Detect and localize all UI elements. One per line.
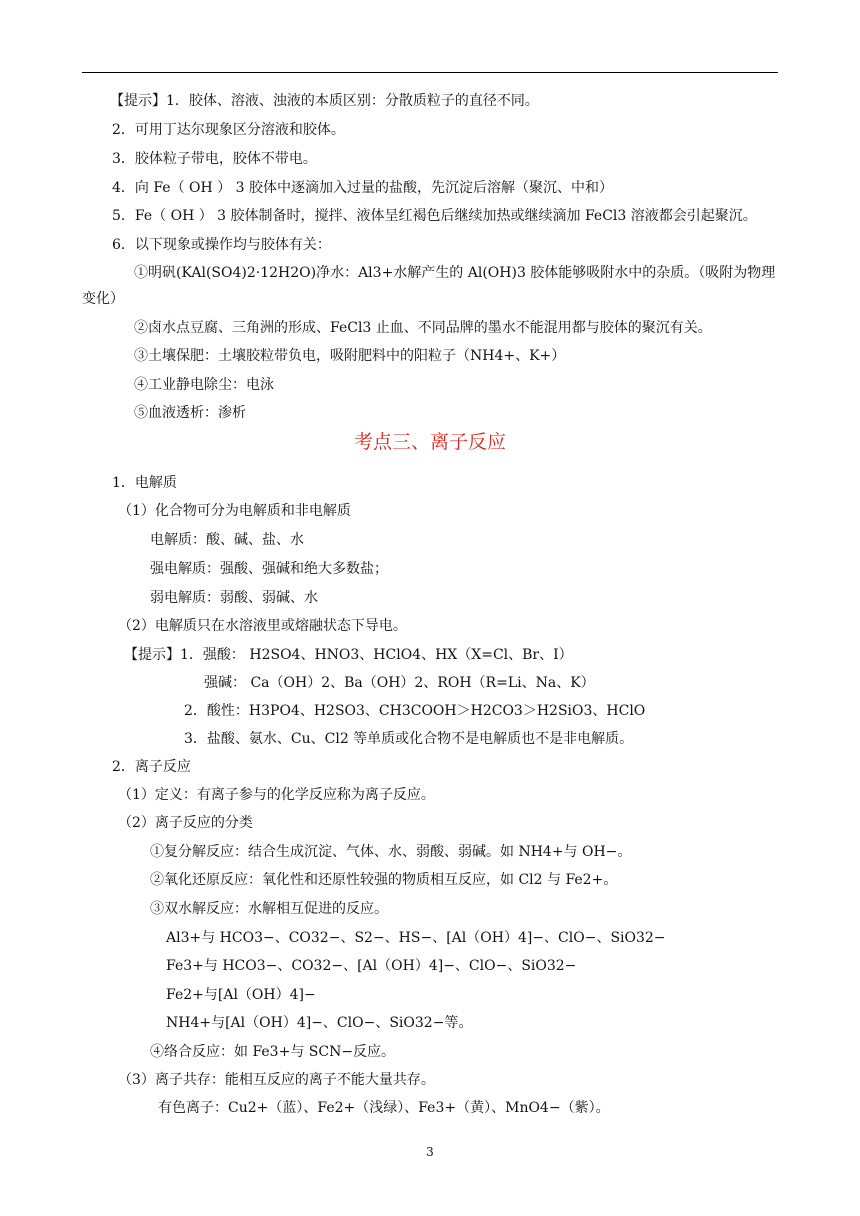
hint-line: 4．向 Fe（ OH ） 3 胶体中逐滴加入过量的盐酸，先沉淀后溶解（聚沉、中和）: [112, 180, 613, 196]
hint-line: 【提示】1．胶体、溶液、浊液的本质区别：分散质粒子的直径不同。: [110, 93, 539, 109]
hint-line: 变化）: [82, 291, 124, 307]
hint-line: 6．以下现象或操作均与胶体有关：: [112, 237, 331, 253]
hint-line: 5．Fe（ OH ） 3 胶体制备时，搅拌、液体呈红褐色后继续加热或继续滴加 FeCl3 溶液都会引起聚沉。: [112, 208, 757, 224]
hint-line: ③土壤保肥：土壤胶粒带负电，吸附肥料中的阳粒子（NH4+、K+）: [134, 348, 566, 364]
text-line: 有色离子：Cu2+（蓝）、Fe2+（浅绿）、Fe3+（黄）、MnO4−（紫）。: [158, 1100, 610, 1116]
text-line: Fe3+与 HCO3−、CO32−、[Al（OH）4]−、ClO−、SiO32−: [166, 958, 577, 974]
text-line: （2）离子反应的分类: [118, 815, 253, 831]
text-line: （1）定义：有离子参与的化学反应称为离子反应。: [118, 787, 435, 803]
hint-line: ②卤水点豆腐、三角洲的形成、FeCl3 止血、不同品牌的墨水不能混用都与胶体的聚沉有关。: [134, 320, 712, 336]
hint-line: ④工业静电除尘：电泳: [134, 377, 274, 393]
text-line: 【提示】1．强酸： H2SO4、HNO3、HClO4、HX（X=Cl、Br、I）: [124, 647, 573, 663]
text-line: 强碱： Ca（OH）2、Ba（OH）2、ROH（R=Li、Na、K）: [204, 675, 595, 691]
text-line: ①复分解反应：结合生成沉淀、气体、水、弱酸、弱碱。如 NH4+与 OH−。: [150, 844, 632, 860]
page-number: 3: [426, 1145, 434, 1159]
text-line: 1．电解质: [112, 475, 177, 491]
hint-line: 2．可用丁达尔现象区分溶液和胶体。: [112, 122, 345, 138]
header-rule: [82, 72, 778, 73]
text-line: ②氧化还原反应：氧化性和还原性较强的物质相互反应，如 Cl2 与 Fe2+。: [150, 872, 618, 888]
text-line: 强电解质：强酸、强碱和绝大多数盐；: [150, 561, 388, 577]
text-line: ④络合反应：如 Fe3+与 SCN−反应。: [150, 1044, 396, 1060]
text-line: 2．离子反应: [112, 759, 191, 775]
hint-line: ⑤血液透析：渗析: [134, 405, 246, 421]
hint-line: ①明矾(KAl(SO4)2·12H2O)净水：Al3+水解产生的 Al(OH)3 胶体能够吸附水中的杂质。（吸附为物理: [134, 265, 776, 281]
text-line: Fe2+与[Al（OH）4]−: [166, 987, 316, 1003]
text-line: （3）离子共存：能相互反应的离子不能大量共存。: [118, 1072, 435, 1088]
text-line: （1）化合物可分为电解质和非电解质: [118, 503, 351, 519]
text-line: （2）电解质只在水溶液里或熔融状态下导电。: [118, 618, 407, 634]
text-line: 电解质：酸、碱、盐、水: [150, 532, 304, 548]
text-line: NH4+与[Al（OH）4]−、ClO−、SiO32−等。: [166, 1015, 473, 1031]
text-line: 2．酸性：H3PO4、H2SO3、CH3COOH＞H2CO3＞H2SiO3、HClO: [184, 703, 646, 719]
text-line: ③双水解反应：水解相互促进的反应。: [150, 901, 388, 917]
text-line: 3．盐酸、氨水、Cu、Cl2 等单质或化合物不是电解质也不是非电解质。: [184, 731, 634, 747]
hint-line: 3．胶体粒子带电，胶体不带电。: [112, 151, 317, 167]
section-title: 考点三、离子反应: [353, 431, 506, 453]
text-line: Al3+与 HCO3−、CO32−、S2−、HS−、[Al（OH）4]−、ClO−、SiO32−: [166, 930, 666, 946]
text-line: 弱电解质：弱酸、弱碱、水: [150, 590, 318, 606]
